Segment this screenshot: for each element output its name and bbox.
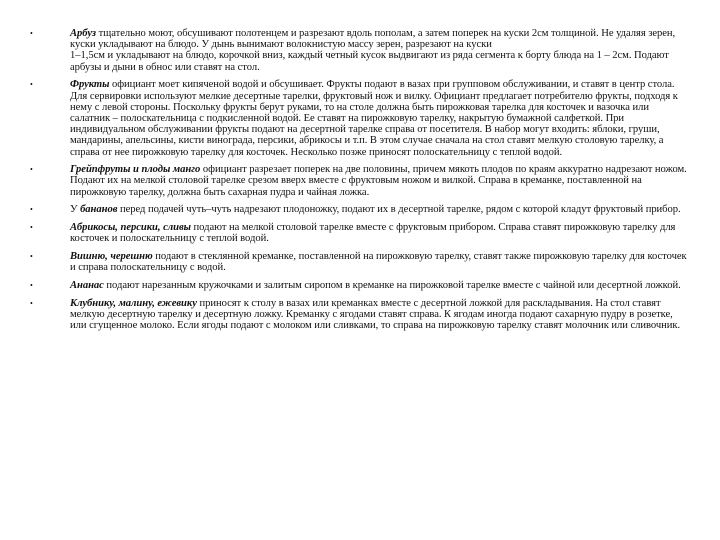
term-apricots-peaches-plums: Абрикосы, персики, сливы bbox=[70, 222, 191, 234]
item-text-continued: 1–1,5см и укладывают на блюдо, корочкой вниз, каждый четный кусок выдвигают из ряда сегмента к борту блюда на 1 – 2см. Подают арбузы и дыни в обнос или ставят на стол. bbox=[70, 50, 669, 73]
bullet-icon: • bbox=[30, 165, 33, 175]
term-bananas: бананов bbox=[80, 204, 118, 216]
list-item-berries bbox=[28, 298, 688, 332]
bullet-icon: • bbox=[30, 205, 33, 215]
term-cherries: Вишню, черешню bbox=[70, 250, 153, 262]
item-text: подают на мелкой столовой тарелке вместе с фруктовым прибором. Справа ставят пирожковую тарелку для косточек и полоскательницу с теплой водой. bbox=[70, 222, 676, 245]
list-item-cherries bbox=[28, 251, 688, 273]
bullet-icon: • bbox=[30, 298, 33, 308]
item-text: официант разрезает поперек на две половины, причем мякоть плодов по краям аккуратно надрезают ножом. Подают их на мелкой столовой тарелке срезом вверх вместе с фруктовым ножом и вилкой. Справа в креманке, поставленной на пирожковую тарелку, должна быть сахарная пудра и чайная ложка. bbox=[70, 164, 687, 198]
list-item-bananas bbox=[28, 204, 688, 215]
list-item-pineapple bbox=[28, 280, 688, 291]
list-item-apricots-peaches-plums bbox=[28, 222, 688, 244]
item-text: тщательно моют, обсушивают полотенцем и разрезают вдоль пополам, а затем поперек на куски 2см толщиной. Не удаляя зерен, куски укладывают на блюдо. У дынь вынимают волокнистую массу зерен, разрезают на куски bbox=[70, 28, 676, 51]
item-prefix: У bbox=[70, 204, 81, 216]
bullet-icon: • bbox=[30, 29, 33, 38]
term-pineapple: Ананас bbox=[70, 279, 104, 291]
fruit-serving-list bbox=[28, 28, 688, 338]
term-watermelon: Арбуз bbox=[70, 28, 96, 39]
item-text: официант моет кипяченой водой и обсушивает. Фрукты подают в вазах при групповом обслуживании, и ставят в центр стола. Для сервировки используют мелкие десертные тарелки, фруктовый нож и вилку. Официант предлагает потребителю фрукты, подходя к нему с левой стороны. Поскольку фрукты берут руками, то на столе должна быть пирожковая тарелка для косточек и вазочка или салатник – полоскательница с подкисленной водой. Ее ставят на пирожковую тарелку, накрытую бумажной салфеткой. При индивидуальном обслуживании фрукты подают на десертной тарелке справа от посетителя. В набор могут входить: яблоки, груши, мандарины, апельсины, кисти винограда, персики, абрикосы и т.п. В этом случае сначала на стол ставят мелкую столовую тарелку, а справа от нее пирожковую тарелку для косточек. Несколько позже приносят полоскательницу с теплой водой. bbox=[70, 79, 678, 158]
list-item-grapefruit-mango bbox=[28, 164, 688, 198]
term-berries: Клубнику, малину, ежевику bbox=[70, 297, 197, 309]
bullet-icon: • bbox=[30, 223, 33, 233]
item-text: подают в стеклянной креманке, поставленной на пирожковую тарелку, ставят также пирожковую тарелку для косточек и справа полоскательницу с водой. bbox=[70, 250, 687, 274]
bullet-icon: • bbox=[30, 251, 33, 261]
item-text: перед подачей чуть–чуть надрезают плодоножку, подают их в десертной тарелке, рядом с которой кладут фруктовый прибор. bbox=[117, 204, 681, 216]
list-item-watermelon bbox=[28, 28, 688, 73]
bullet-icon: • bbox=[30, 80, 33, 90]
item-text: приносят к столу в вазах или креманках вместе с десертной ложкой для раскладывания. На стол ставят мелкую десертную тарелку и десертную ложку. Креманку с ягодами ставят справа. К ягодам иногда подают сахарную пудру в розетке, или сгущенное молоко. Если ягоды подают с молоком или сливками, то справа на пирожковую тарелку ставят молочник или сливочник. bbox=[70, 297, 681, 331]
bullet-icon: • bbox=[30, 280, 33, 290]
term-grapefruit-mango: Грейпфруты и плоды манго bbox=[70, 164, 201, 176]
term-fruits: Фрукты bbox=[70, 79, 110, 91]
item-text: подают нарезанным кружочками и залитым сиропом в креманке на пирожковой тарелке вместе с чайной или десертной ложкой. bbox=[103, 279, 681, 291]
list-item-fruits bbox=[28, 79, 688, 157]
